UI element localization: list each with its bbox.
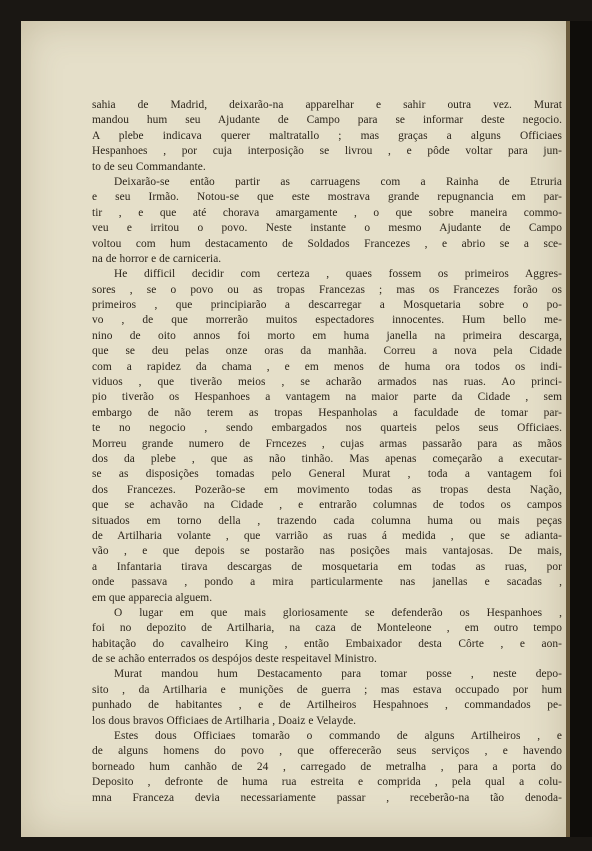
- text-line: primeiros , que principiarão a descarregar a Mosquetaria sobre o po-: [92, 299, 562, 312]
- text-line: to de seu Commandante.: [92, 160, 206, 173]
- text-line: nino de oito annos foi morto em huma janella na primeira descarga,: [92, 329, 562, 342]
- text-line: Deixarão-se então partir as carruagens com a Rainha de Etruria: [114, 175, 562, 188]
- text-line: onde passava , pondo a mira particularmente nas janellas e sacadas ,: [92, 576, 562, 589]
- text-line: e seu Irmão. Notou-se que este mostrava grande repugnancia em par-: [92, 191, 562, 204]
- text-line: O lugar em que mais gloriosamente se defenderão os Hespanhoes ,: [114, 606, 562, 619]
- book-page: [21, 21, 566, 837]
- text-line: em que apparecia alguem.: [92, 591, 213, 604]
- text-line: sito , da Artilharia e munições de guerra ; mas estava occupado por hum: [92, 683, 562, 696]
- text-line: Deposito , defronte de huma rua estreita e comprida , pela qual a colu-: [92, 776, 562, 789]
- text-line: viduos , que tiverão meios , se acharão armados nas ruas. Ao princi-: [92, 376, 562, 389]
- text-line: He difficil decidir com certeza , quaes fossem os primeiros Aggres-: [114, 268, 562, 281]
- page-gutter: [566, 21, 570, 837]
- page-text: [92, 98, 562, 806]
- facing-page-edge: [566, 21, 592, 837]
- text-line: borneado hum canhão de 24 , carregado de metralha , para a porta do: [92, 760, 562, 773]
- text-line: a Infantaria tirava descargas de mosquetaria em todas as ruas, por: [92, 560, 562, 573]
- text-line: de alguns homens do povo , que offerecerão seus serviços , e havendo: [92, 745, 562, 758]
- text-line: te no negocio , sendo embargados nos quarteis pelos seus Officiaes.: [92, 422, 562, 435]
- text-line: foi no depozito de Artilharia, na caza de Monteleone , em outro tempo: [92, 622, 562, 635]
- text-line: dos Francezes. Pozerão-se em movimento todas as tropas desta Nação,: [92, 483, 562, 496]
- text-line: dos da plebe , que as não tinhão. Mas apenas começarão a executar-: [92, 452, 562, 465]
- text-line: Hespanhoes , por cuja interposição se livrou , e pôde voltar para jun-: [92, 145, 562, 158]
- text-line: se as disposições tomadas pelo General Murat , toda a vantagem foi: [92, 468, 562, 481]
- text-line: voltou com hum destacamento de Soldados Francezes , e abrio se a sce-: [92, 237, 562, 250]
- text-line: tir , e que até chorava amargamente , o que sobre maneira commo-: [92, 206, 562, 219]
- text-line: los dous bravos Officiaes de Artilharia , Doaiz e Velayde.: [92, 714, 357, 727]
- text-line: veu e irritou o povo. Neste instante o mesmo Ajudante de Campo: [92, 222, 562, 235]
- text-line: Morreu grande numero de Frncezes , cujas armas passarão para as mãos: [92, 437, 562, 450]
- text-line: de se achão enterrados os despójos deste respeitavel Ministro.: [92, 653, 377, 666]
- text-line: que se deu pelas onze oras da manhãa. Correu a nova pela Cidade: [92, 345, 562, 358]
- text-line: vão , e que depois se postarão nas posições mais vantajosas. De mais,: [92, 545, 562, 558]
- text-line: mna Franceza devia necessariamente passar , receberão-na tão denoda-: [92, 791, 562, 804]
- text-line: que se achavão na Cidade , e entrarão columnas de todos os campos: [92, 499, 562, 512]
- text-line: situados em torno della , trazendo cada columna huma ou mais peças: [92, 514, 562, 527]
- text-line: vo , de que morrerão muitos espectadores innocentes. Hum bello me-: [92, 314, 562, 327]
- text-line: A plebe indicava querer maltratallo ; mas graças a alguns Officiaes: [92, 129, 562, 142]
- text-line: Estes dous Officiaes tomarão o commando de alguns Artilheiros , e: [114, 730, 562, 743]
- text-line: com a rapidez da chama , e em menos de huma ora todos os indi-: [92, 360, 562, 373]
- text-line: sahia de Madrid, deixarão-na apparelhar e sahir outra vez. Murat: [92, 99, 562, 111]
- text-line: pio tiverão os Hespanhoes a vantagem na maior parte da Cidade , sem: [92, 391, 562, 404]
- text-line: mandou hum seu Ajudante de Campo para se informar deste negocio.: [92, 114, 562, 127]
- text-line: de Artilharia volante , que varrião as ruas á medida , que se adianta-: [92, 529, 562, 542]
- text-line: punhado de habitantes , e de Artilheiros Hespahnoes , commandados pe-: [92, 699, 562, 712]
- text-line: sores , se o povo ou as tropas Francezas ; mas os Francezes forão os: [92, 283, 562, 296]
- text-line: na de horror e de carniceria.: [92, 252, 222, 265]
- text-line: Murat mandou hum Destacamento para tomar posse , neste depo-: [114, 668, 562, 681]
- text-line: embargo de não terem as tropas Hespanholas a faculdade de tomar par-: [92, 406, 562, 419]
- text-line: habitação do cavalheiro King , então Embaixador desta Côrte , e aon-: [92, 637, 562, 650]
